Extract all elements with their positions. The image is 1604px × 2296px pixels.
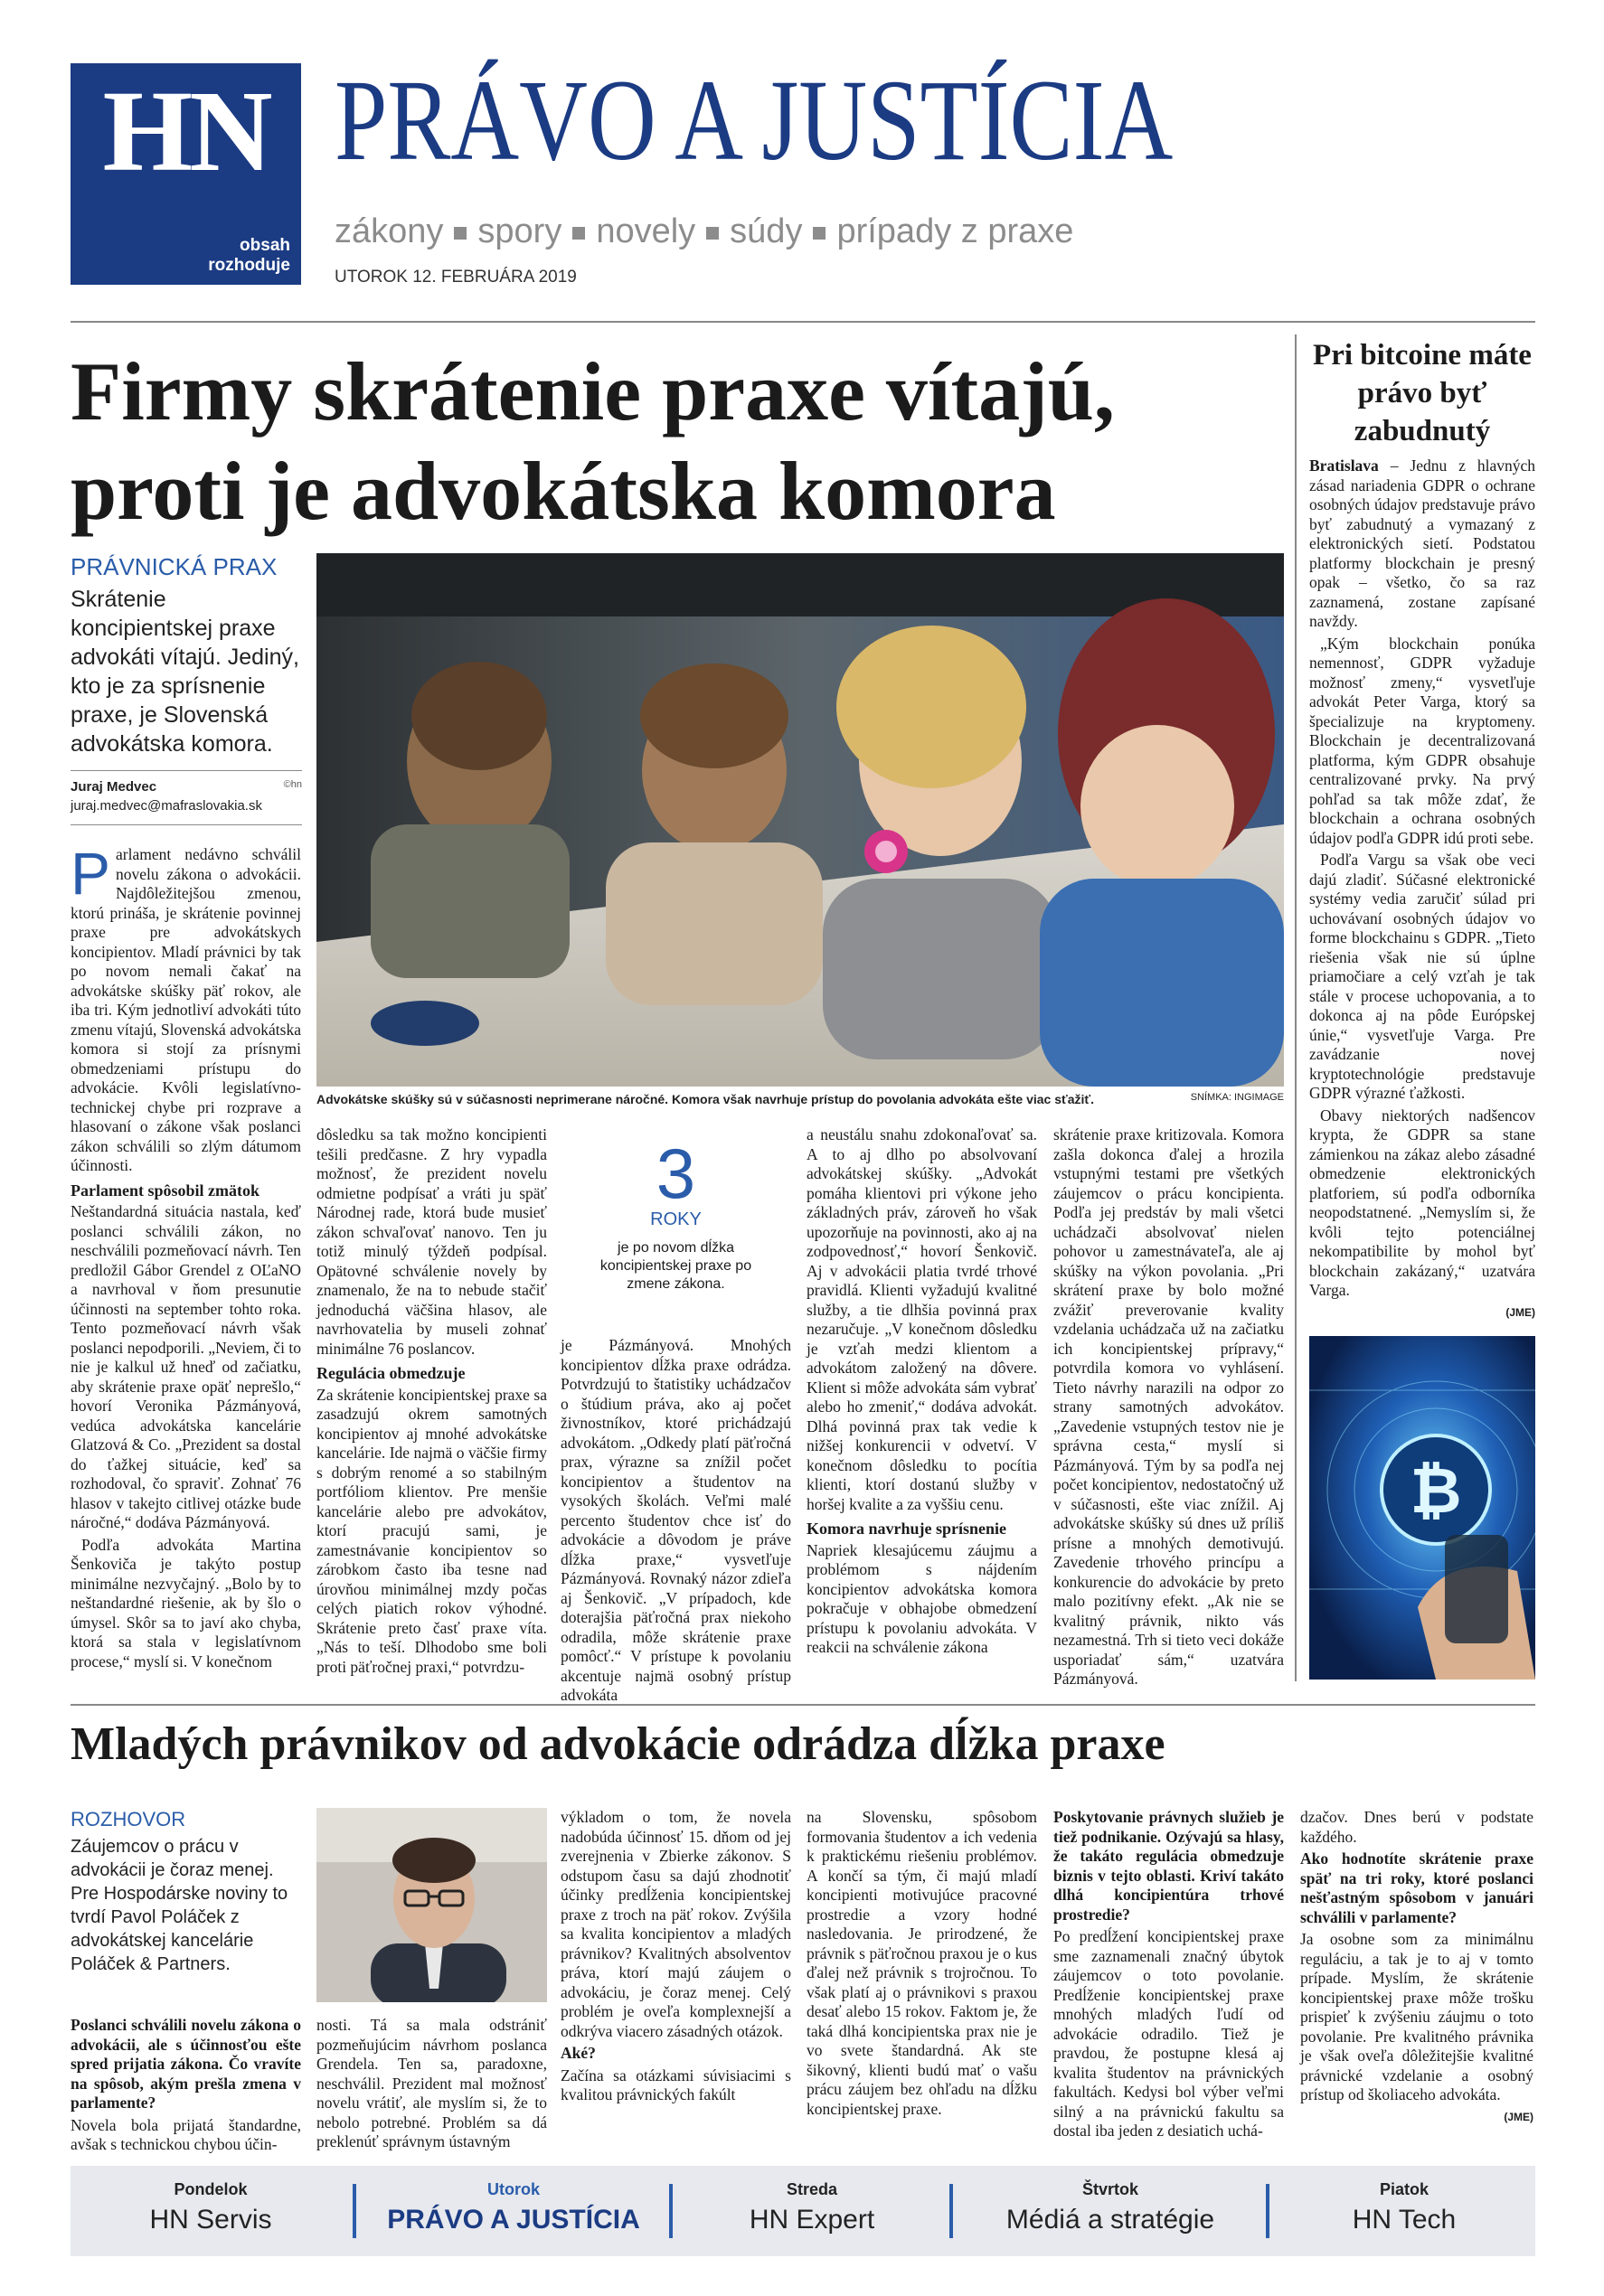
paragraph: Obavy niektorých nadšencov krypta, že GDPR sa stane zámienkou na zákaz alebo zásadné obmedzenie elektronických platforiem, sú podľa odborníka neopodstatnené. „Nemyslím si, že kvôli tejto potenciálnej nekompatibilite by mohol byť blockchain zakázaný,“ uzatvára Varga. <box>1309 1106 1535 1299</box>
interview-intro <box>71 1808 306 1976</box>
footer-separator <box>669 2184 673 2238</box>
interview-column-3 <box>561 1808 791 2108</box>
author-email[interactable]: juraj.medvec@mafraslovakia.sk <box>71 798 262 814</box>
paragraph: dôsledku sa tak možno koncipienti tešili predčasne. Z hry vypadla možnosť, že prezident novelu odmietne podpísať a vráti ju späť Národnej rade, ktorá bude musieť zákon schvaľovať nanovo. Ten ju totiž minulý týždeň podpísal. Opätovné schválenie novely by znamenalo, že na to nebude stačiť jednoduchá väčšina hlasov, ale navrhovatelia by museli zohnať minimálne 76 poslancov. <box>316 1125 547 1358</box>
subheading: Regulácia obmedzuje <box>316 1364 466 1382</box>
interview-answer: Novela bola prijatá štandardne, avšak s technickou chybou účin- <box>71 2115 301 2153</box>
interview-answer: Začína sa otázkami súvisiacimi s kvalitou právnických fakúlt <box>561 2065 791 2103</box>
author-name: Juraj Medvec <box>71 779 157 795</box>
factbox <box>561 1134 791 1294</box>
article-column-5 <box>1053 1125 1284 1692</box>
footer-item-thursday[interactable] <box>957 2166 1264 2256</box>
drop-cap: P <box>71 840 111 907</box>
sidebar-headline: Pri bitcoine máte právo byť zabudnutý <box>1313 339 1532 447</box>
interview-signature: (JME) <box>1504 2110 1533 2123</box>
logo-tagline <box>208 236 290 276</box>
factbox-text: je po novom dĺžka koncipientskej praxe po zmene zákona. <box>599 1240 752 1292</box>
interview-question: Aké? <box>561 2044 596 2062</box>
footer-section-name: HN Servis <box>149 2205 272 2235</box>
interview-answer: výkladom o tom, že novela nadobúda účinnosť 15. dňom od jej zverejnenia v Zbierke zákonov. S odstupom času sa dajú zhodnotiť účinky predĺženia koncipientskej praxe z troch na päť rokov. Zvýšila sa kvalita koncipientov a mladých právnikov? Kvalitných absolventov práva, ktorí majú záujem o advokáciu, je čoraz menej. Celý problém je oveľa komplexnejší a odkrýva viacero zásadných otázok. <box>561 1808 791 2040</box>
topic-item: súdy <box>730 212 803 250</box>
interview-answer: dzačov. Dnes berú v podstate každého. <box>1300 1808 1533 1846</box>
paragraph: Podľa advokáta Martina Šenkoviča je takýto postup minimálne nezvyčajný. „Bolo by to neštandardné riešenie, ak by šlo o úmysel. Skôr sa to javí ako chyba, ktorá sa stala v legislatívnom procese,“ myslí si. V konečnom <box>71 1535 301 1670</box>
footer-day: Štvrtok <box>1081 2180 1138 2198</box>
section-divider <box>71 1704 1535 1706</box>
footer-section-name: HN Expert <box>749 2205 875 2235</box>
footer-item-wednesday[interactable] <box>676 2166 948 2256</box>
footer-section-name: PRÁVO A JUSTÍCIA <box>387 2205 640 2235</box>
footer-separator <box>949 2184 953 2238</box>
footer-day: Streda <box>786 2180 838 2198</box>
paragraph: a neustálu snahu zdokonaľovať sa. A to aj dlho po absolvovaní advokátskej skúšky. „Advokát pomáha klientovi pri výkone jeho základných práv, zároveň ho však upozorňuje na povinnosti, ako aj na zodpovednosť,“ hovorí Šenkovič. Aj v advokácii platia tvrdé trhové pravidlá. Klienti vyžadujú kvalitné služby, a tie dlhšia povinná prax nezaručuje. „V konečnom dôsledku je vzťah medzi klientom a advokátom založený na dôvere. Klient si môže advokáta sám vybrať alebo ho zmeniť,“ dodáva advokát. Dlhá povinná prax tak vedie k nižšej konkurencii v odvetví. V konečnom dôsledku to pocítia klienti, ktorí dostanú služby v horšej kvalite a za vyššiu cenu. <box>807 1125 1037 1513</box>
paragraph: – Jednu z hlavných zásad nariadenia GDPR o ochrane osobných údajov predstavuje právo byť zabudnutý a vymazaný z elektronických sietí. Podstatou platformy blockchain je presný opak – všetko, čo sa raz zaznamená, zostane zapísané navždy. <box>1309 456 1535 630</box>
bitcoin-phone-photo <box>1309 1336 1535 1680</box>
square-bullet-icon <box>813 227 826 240</box>
square-bullet-icon <box>572 227 585 240</box>
interview-column-5 <box>1053 1808 1284 2144</box>
svg-text:₿: ₿ <box>1410 1454 1462 1528</box>
interview-question: Poslanci schválili novelu zákona o advokácii, ale s účinnosťou ešte spred prijatia zákona. Čo vravíte na spôsob, akým prešla zmena v parlamente? <box>71 2016 301 2112</box>
author-block <box>71 779 302 814</box>
footer-separator <box>353 2184 356 2238</box>
interview-answer: na Slovensku, spôsobom formovania študentov a ich vedenia k praktickému riešeniu problémov. A končí sa tým, či majú mladí koncipienti motivujúce pracovné prostredie a vzory hodné nasledovania. Je prirodzené, že právnik s päťročnou praxou je o kus ďalej než právnik s trojročnou. To však platí aj o právnikovi s praxou desať alebo 15 rokov. Faktom je, že taká dlhá koncipientska prax nie je vo svete štandardná. Ak ste šikovný, klienti budú mať o vašu prácu záujem bez ohľadu na dĺžku koncipientskej praxe. <box>807 1808 1037 2118</box>
portrait-photo <box>316 1808 547 2002</box>
author-tag: ©hn <box>283 779 302 790</box>
square-bullet-icon <box>454 227 467 240</box>
masthead-divider <box>71 321 1535 323</box>
footer-item-friday[interactable] <box>1273 2166 1535 2256</box>
sidebar-signature: (JME) <box>1505 1305 1535 1319</box>
section-title: PRÁVO A JUSTÍCIA <box>335 56 1174 184</box>
paragraph: Neštandardná situácia nastala, keď poslanci schválili zákon, no neschválili pozmeňovací návrh. Ten predložil Gábor Grendel z OĽaNO a navrhoval v ňom presunutie účinnosti na september tohto roka. Tento pozmeňovací návrh však poslanci nepodporili. „Neviem, či to nie je kalkul už hneď od začiatku, aby skrátenie praxe opäť neprešlo,“ hovorí Veronika Pázmányová, vedúca advokátska kancelárie Glatzová & Co. „Prezident sa dostal do ťažkej situácie, keď sa rozhodoval, čo spraviť. Zohnať 76 hlasov v takejto citlivej otázke bude náročné,“ dodáva Pázmányová. <box>71 1202 301 1531</box>
interviewee-photo <box>316 1808 547 2002</box>
logo-tagline-line2: rozhoduje <box>208 256 290 275</box>
sidebar-divider <box>1295 334 1297 1681</box>
students-exam-photo <box>316 553 1284 1087</box>
issue-date: UTOROK 12. FEBRUÁRA 2019 <box>335 268 577 287</box>
paragraph: arlament nedávno schválil novelu zákona o advokácii. Najdôležitejšou zmenou, ktorú prináša, je skrátenie povinnej praxe pre advokátskych koncipientov. Mladí právnici by tak po novom nemali čakať na advokátske skúšky päť rokov, ale iba tri. Kým jednotliví advokáti túto zmenu vítajú, Slovenská advokátska komora si stojí za prísnymi obmedzeniami prístupu do advokácie. Kvôli legislatívno-technickej chybe pri rozprave a hlasovaní o zákone však poslanci zákon schválili so zlým dátumom účinnosti. <box>71 845 301 1174</box>
factbox-unit: ROKY <box>650 1209 702 1229</box>
author-divider <box>71 770 302 771</box>
article-column-3 <box>561 1336 791 1708</box>
topic-item: spory <box>477 212 562 250</box>
headline-line: proti je advokátska komora <box>71 445 1056 537</box>
footer-day: Piatok <box>1379 2180 1429 2198</box>
interview-headline: Mladých právnikov od advokácie odrádza dĺžka praxe <box>71 1718 1165 1770</box>
interview-kicker: ROZHOVOR <box>71 1808 186 1830</box>
interview-question: Ako hodnotíte skrátenie praxe späť na tri roky, ktoré poslanci nešťastným spôsobom v januári schválili v parlamente? <box>1300 1849 1533 1926</box>
article-photo <box>316 553 1284 1087</box>
article-column-2 <box>316 1125 547 1680</box>
article-lead: Skrátenie koncipientskej praxe advokáti vítajú. Jediný, kto je za sprísnenie praxe, je Slovenská advokátska komora. <box>71 587 299 757</box>
subheading: Parlament spôsobil zmätok <box>71 1181 259 1200</box>
paragraph: Napriek klesajúcemu záujmu a problémom s nájdením koncipientov advokátska komora pokračuje v obhajobe obmedzení prístupu k povolaniu advokáta. V reakcii na schválenie zákona <box>807 1540 1037 1656</box>
paragraph: Podľa Vargu sa však obe veci dajú zladiť. Súčasné elektronické systémy vedia zaručiť súlad pri uchovávaní osobných údajov vo forme blockchainu s GDPR. „Tieto riešenia však nie sú úplne priamočiare a celý vzťah je tak stále v procese uchopovania, a to dokonca aj na pôde Európskej únie,“ vysvetľuje Varga. Pre zavádzanie novej kryptotechnológie predstavuje GDPR výrazné ťažkosti. <box>1309 851 1535 1102</box>
interview-question: Poskytovanie právnych služieb je tiež podnikanie. Ozývajú sa hlasy, že takáto regulácia obmedzuje biznis v tejto oblasti. Kriví takáto dlhá koncipientúra trhové prostredie? <box>1053 1808 1284 1924</box>
footer-item-monday[interactable] <box>71 2166 351 2256</box>
article-intro <box>71 553 302 758</box>
sidebar-body <box>1309 456 1535 1322</box>
square-bullet-icon <box>706 227 719 240</box>
paragraph: „Kým blockchain ponúka nemennosť, GDPR vyžaduje možnosť zmeny,“ vysvetľuje advokát Peter Varga, ktorý sa špecializuje na kryptomeny. Blockchain je decentralizovaná platforma, kým GDPR obsahuje centralizované prvky. Na prvý pohľad sa tak môže zdať, že blockchain a ochrana osobných údajov podľa GDPR idú proti sebe. <box>1309 634 1535 847</box>
photo-credit: SNÍMKA: INGIMAGE <box>1190 1092 1284 1103</box>
photo-caption: Advokátske skúšky sú v súčasnosti neprimerane náročné. Komora však navrhuje prístup do povolania advokáta ešte viac sťažiť. <box>316 1092 1094 1106</box>
interview-answer: nosti. Tá sa mala odstrániť pozmeňujúcim návrhom poslanca Grendela. Ten sa, paradoxne, neschválil. Prezident mal možnosť novelu vrátiť, ale myslím si, že to nebolo potrebné. Problém sa dá preklenúť správnym ústavným <box>316 2016 547 2150</box>
photo-caption-row <box>316 1092 1284 1106</box>
footer-item-tuesday[interactable] <box>360 2166 667 2256</box>
interview-answer: Ja osobne som za minimálnu reguláciu, a tak je to aj v tomto prípade. Myslím, že skrátenie koncipientskej praxe môže trošku prispieť k zvýšeniu záujmu o toto povolanie. Pre kvalitného právnika je však oveľa dôležitejšie kvalitné právnické vzdelanie a osobný prístup od školiaceho advokáta. <box>1300 1930 1533 2103</box>
footer-day: Utorok <box>487 2180 540 2198</box>
footer-separator <box>1266 2184 1269 2238</box>
weekly-sections-bar <box>71 2166 1535 2256</box>
article-column-1 <box>71 840 301 1674</box>
interview-column-6 <box>1300 1808 1533 2127</box>
sidebar-photo <box>1309 1336 1535 1680</box>
topics-line <box>335 212 1073 251</box>
interview-lead: Záujemcov o prácu v advokácii je čoraz menej. Pre Hospodárske noviny to tvrdí Pavol Poláček z advokátskej kancelárie Poláček & Partners. <box>71 1837 288 1974</box>
hn-logo[interactable] <box>71 63 301 285</box>
interview-column-1 <box>71 2016 301 2158</box>
paragraph: Za skrátenie koncipientskej praxe sa zasadzujú okrem samotných koncipientov aj mnohé advokátske kancelárie. Ide najmä o väčšie firmy s dobrým renomé a so stabilným portfóliom klientov. Pre menšie kancelárie alebo pre advokátov, ktorí pracujú sami, je zamestnávanie koncipientov so zárobkom často iba tesne nad úrovňou minimálnej mzdy počas celých piatich rokov výhodné. Skrátenie preto časť praxe víta. „Nás to teší. Dlhodobo sme boli proti päťročnej praxi,“ potvrdzu- <box>316 1385 547 1676</box>
interview-column-2 <box>316 2016 547 2155</box>
footer-section-name: HN Tech <box>1352 2205 1457 2235</box>
article-kicker: PRÁVNICKÁ PRAX <box>71 553 278 580</box>
topic-item: prípady z praxe <box>836 212 1074 250</box>
main-headline <box>71 342 1264 541</box>
dateline: Bratislava <box>1309 456 1379 475</box>
footer-section-name: Médiá a stratégie <box>1005 2205 1215 2235</box>
logo-mark: HN <box>102 67 269 195</box>
topic-item: novely <box>596 212 696 250</box>
footer-day: Pondelok <box>174 2180 248 2198</box>
topic-item: zákony <box>335 212 444 250</box>
logo-tagline-line1: obsah <box>240 236 290 255</box>
interview-answer: Po predĺžení koncipientskej praxe sme zaznamenali značný úbytok záujemcov o toto povolanie. Predĺženie koncipientskej praxe mnohých mladých ľudí od advokácie odradilo. Tiež je pravdou, že postupne klesá aj kvalita študentov na právnických fakultách. Kedysi bol výber veľmi silný a na právnickú fakultu sa dostal iba jeden z desiatich uchá- <box>1053 1927 1284 2140</box>
headline-line: Firmy skrátenie praxe vítajú, <box>71 345 1115 438</box>
paragraph: je Pázmányová. Mnohých koncipientov dĺžka praxe odrádza. Potvrdzujú to štatistiky uchádzačov o štúdium práva, ako aj počet živnostníkov, ktoré prichádzajú advokátom. „Odkedy platí päťročná prax, výrazne sa znížil počet koncipientov a študentov na vysokých školách. Veľmi malé percento študentov chce isť do advokácie a dôvodom je práve dĺžka praxe,“ vysvetľuje Pázmányová. Rovnaký názor zdieľa aj Šenkovič. „V prípadoch, kde doterajšia päťročná prax niekoho odradila, môže skrátenie praxe pomôcť.“ V prístupe k povolaniu akcentuje najmä osobný prístup advokáta <box>561 1336 791 1704</box>
paragraph: skrátenie praxe kritizovala. Komora zašla dokonca ďalej a hrozila vstupnými testami pre všetkých záujemcov o prácu koncipienta. Podľa jej predstáv by mali všetci uchádzači absolvovať nielen pohovor u zamestnávateľa, ale aj skúšky na výkon povolania. „Pri skrátení praxe by bolo možné zvážiť preverovanie kvality vzdelania uchádzača už na začiatku ich koncipientskej prípravy,“ potvrdila komora vo vyhlásení. Tieto návrhy narazili na odpor zo strany samotných advokátov. „Zavedenie vstupných testov nie je správna cesta,“ myslí si Pázmányová. Tým by sa podľa nej počet koncipientov, nedostatočný už v súčasnosti, ešte viac znížil. Aj advokátske skúšky sú dnes už príliš prísne a mnohých demotivujú. Zavedenie trhového princípu a konkurencie do advokácie by preto malo pozitívny efekt. „Ak nie se kvalitný právnik, nikto vás nezamestná. Trh si tieto veci dokáže usporiadať sám,“ uzatvára Pázmányová. <box>1053 1125 1284 1688</box>
interview-column-4 <box>807 1808 1037 2122</box>
author-divider-bottom <box>71 824 302 825</box>
article-column-4 <box>807 1125 1037 1661</box>
factbox-number: 3 <box>656 1134 696 1213</box>
subheading: Komora navrhuje sprísnenie <box>807 1520 1007 1538</box>
